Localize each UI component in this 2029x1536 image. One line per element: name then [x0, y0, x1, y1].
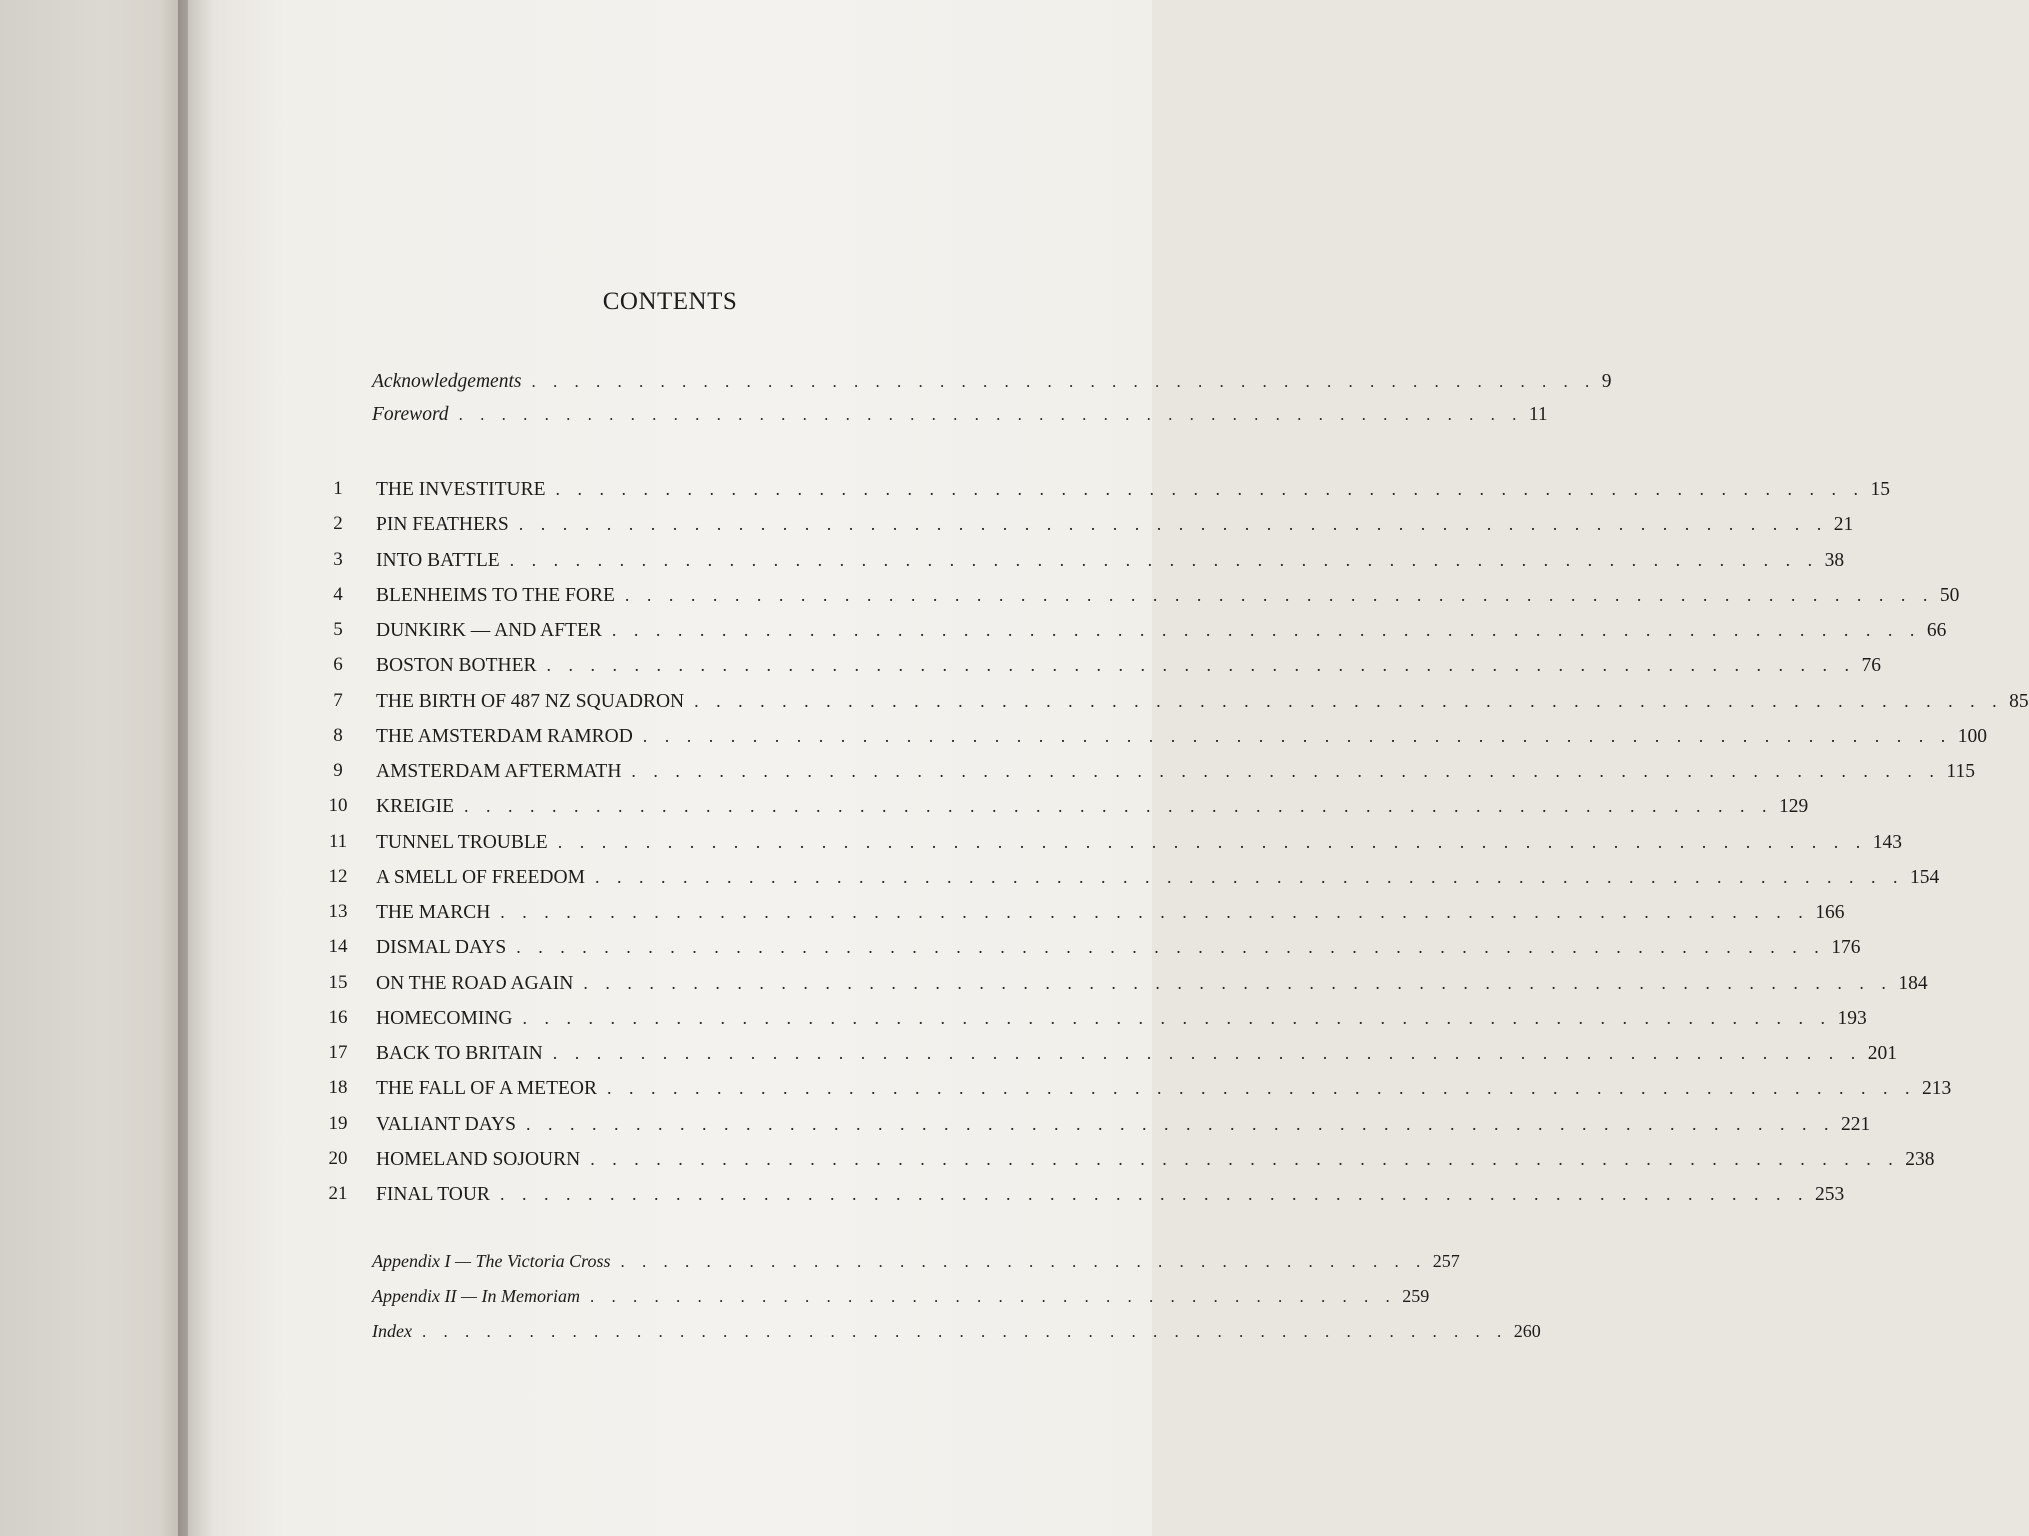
chapter-number: 16: [328, 1007, 348, 1028]
chapter-page-number: 201: [1867, 1043, 1897, 1064]
chapter-number: 14: [328, 936, 348, 957]
chapter-page-number: 76: [1861, 655, 1882, 676]
dot-leader: . . . . . . . . . . . . . . . . . . . . . . . . . . . . . . . . . . . . . . . . . . . . . . . . . . . . . . . . . . . .: [590, 1149, 1900, 1169]
dot-leader: . . . . . . . . . . . . . . . . . . . . . . . . . . . . . . . . . . . . . .: [589, 1287, 1397, 1306]
entry-page-number: 259: [1402, 1286, 1430, 1306]
chapter-title: THE FALL OF A METEOR: [376, 1078, 598, 1099]
dot-leader: . . . . . . . . . . . . . . . . . . . . . . . . . . . . . . . . . . . . . . . . . . . . . . . . . . . . . . . . . . . .: [518, 514, 1828, 534]
dot-leader: . . . . . . . . . . . . . . . . . . . . . . . . . . . . . . . . . . . . . . . . . . . . . . . . . . . . . . . . . . . .: [516, 937, 1826, 957]
chapter-row: [0, 1179, 1845, 1209]
dot-leader: . . . . . . . . . . . . . . . . . . . . . . . . . . . . . . . . . . . . . . . . . . . . . . . . . . . . . . . . . . . .: [624, 585, 1934, 605]
chapter-number: 1: [333, 478, 343, 499]
dot-leader: . . . . . . . . . . . . . . . . . . . . . . . . . . . . . . . . . . . . . . . . . . . . . . . . . . . . . . . . . . . .: [509, 550, 1819, 570]
chapter-page-number: 21: [1833, 514, 1854, 535]
chapter-number: 17: [328, 1042, 348, 1063]
entry-label: Acknowledgements: [372, 371, 522, 392]
chapter-number: 12: [328, 866, 348, 887]
chapter-entry: [376, 968, 1928, 998]
dot-leader: . . . . . . . . . . . . . . . . . . . . . . . . . . . . . . . . . . . . . . . . . . . . . . . . . . . . . . . . . . . .: [631, 761, 1941, 781]
chapter-row: [0, 862, 1940, 892]
dot-leader: . . . . . . . . . . . . . . . . . . . . . . . . . . . . . . . . . . . . . . . . . . . . . . . . . .: [458, 405, 1523, 424]
chapter-page-number: 193: [1837, 1008, 1867, 1029]
chapter-row: [0, 1003, 1867, 1033]
chapter-title: ON THE ROAD AGAIN: [376, 973, 574, 994]
chapter-page-number: 143: [1872, 832, 1902, 853]
dot-leader: . . . . . . . . . . . . . . . . . . . . . . . . . . . . . . . . . . . . . . . . . . . . . . . . . . . . . . . . . . . .: [522, 1008, 1832, 1028]
chapter-page-number: 213: [1922, 1078, 1952, 1099]
entry-page-number: 9: [1601, 371, 1612, 392]
chapter-entry: [376, 545, 1845, 575]
chapter-page-number: 253: [1814, 1184, 1845, 1205]
chapter-row: [0, 1144, 1935, 1174]
dot-leader: . . . . . . . . . . . . . . . . . . . . . . . . . . . . . . . . . . . . . . . . . . . . . . . . . . . . . . . . . . . .: [499, 1184, 1809, 1204]
dot-leader: . . . . . . . . . . . . . . . . . . . . . . . . . . . . . . . . . . . . . . . . . . . . . . . . . . . . . . . . . . . .: [525, 1114, 1835, 1134]
chapter-row: [0, 650, 1882, 680]
chapter-row: [0, 1109, 1871, 1139]
chapter-row: [0, 1073, 1952, 1103]
chapter-page-number: 50: [1939, 585, 1960, 606]
chapter-row: [0, 1038, 1897, 1068]
chapter-page-number: 176: [1831, 937, 1861, 958]
toc-entry-appendix-2: [372, 1281, 1430, 1311]
chapter-number: 7: [333, 690, 343, 711]
chapter-title: THE AMSTERDAM RAMROD: [376, 726, 633, 747]
chapter-number: 3: [333, 549, 343, 570]
chapter-entry: [376, 580, 1960, 610]
chapter-page-number: 100: [1957, 726, 1988, 747]
chapter-row: [0, 932, 1861, 962]
dot-leader: . . . . . . . . . . . . . . . . . . . . . . . . . . . . . . . . . . . . . .: [620, 1252, 1427, 1271]
dot-leader: . . . . . . . . . . . . . . . . . . . . . . . . . . . . . . . . . . . . . . . . . . . . . . . . . . . . . . . . . . . .: [642, 726, 1952, 746]
chapter-number: 13: [328, 901, 348, 922]
chapter-title: A SMELL OF FREEDOM: [376, 867, 585, 888]
chapter-title: PIN FEATHERS: [376, 514, 509, 535]
dot-leader: . . . . . . . . . . . . . . . . . . . . . . . . . . . . . . . . . . . . . . . . . . . . . . . . . . . . . . . . . . . .: [500, 902, 1810, 922]
entry-page-number: 260: [1513, 1321, 1541, 1341]
chapter-page-number: 221: [1840, 1114, 1871, 1135]
chapter-number: 5: [333, 619, 343, 640]
chapter-page-number: 85: [2009, 691, 2029, 712]
chapter-row: [0, 509, 1854, 539]
chapter-entry: [376, 932, 1861, 962]
chapter-page-number: 238: [1905, 1149, 1935, 1170]
dot-leader: . . . . . . . . . . . . . . . . . . . . . . . . . . . . . . . . . . . . . . . . . . . . . . . . . . . . . . . . . . . .: [607, 1078, 1917, 1098]
chapter-title: VALIANT DAYS: [376, 1114, 516, 1135]
chapter-number: 20: [328, 1148, 348, 1169]
chapter-title: KREIGIE: [376, 796, 454, 817]
chapter-title: THE INVESTITURE: [376, 479, 546, 500]
chapter-row: [0, 474, 1891, 504]
chapter-title: INTO BATTLE: [376, 550, 500, 571]
chapter-page-number: 184: [1898, 973, 1928, 994]
toc-entry-acknowledgements: [372, 367, 1612, 397]
chapter-entry: [376, 615, 1947, 645]
chapter-row: [0, 686, 2029, 716]
chapter-row: [0, 968, 1928, 998]
chapter-title: DUNKIRK — AND AFTER: [376, 620, 602, 641]
chapter-row: [0, 721, 1988, 751]
chapter-row: [0, 545, 1845, 575]
chapter-title: FINAL TOUR: [376, 1184, 490, 1205]
entry-page-number: 11: [1528, 404, 1548, 425]
chapter-title: BACK TO BRITAIN: [376, 1043, 543, 1064]
chapter-entry: [376, 1073, 1952, 1103]
toc-entry-index: [372, 1316, 1541, 1346]
chapter-page-number: 38: [1824, 550, 1845, 571]
toc-entry-foreword: [372, 400, 1548, 430]
chapter-number: 4: [333, 584, 343, 605]
chapter-title: AMSTERDAM AFTERMATH: [376, 761, 622, 782]
chapter-row: [0, 827, 1902, 857]
chapter-page-number: 66: [1926, 620, 1947, 641]
chapter-entry: [376, 1179, 1845, 1209]
dot-leader: . . . . . . . . . . . . . . . . . . . . . . . . . . . . . . . . . . . . . . . . . . . . . . . . . .: [531, 372, 1596, 391]
chapter-title: DISMAL DAYS: [376, 937, 507, 958]
entry-label: Index: [372, 1321, 412, 1341]
dot-leader: . . . . . . . . . . . . . . . . . . . . . . . . . . . . . . . . . . . . . . . . . . . . . . . . . . . . . . . . . . . .: [552, 1043, 1862, 1063]
chapter-page-number: 15: [1870, 479, 1891, 500]
chapter-number: 2: [333, 513, 343, 534]
chapter-number: 10: [328, 795, 348, 816]
chapter-number: 8: [333, 725, 343, 746]
chapter-entry: [376, 791, 1809, 821]
chapter-number: 15: [328, 972, 348, 993]
chapter-title: THE BIRTH OF 487 NZ SQUADRON: [376, 691, 685, 712]
dot-leader: . . . . . . . . . . . . . . . . . . . . . . . . . . . . . . . . . . . . . . . . . . . . . . . . . . . . . . . . . . . .: [611, 620, 1921, 640]
chapter-number: 6: [333, 654, 343, 675]
dot-leader: . . . . . . . . . . . . . . . . . . . . . . . . . . . . . . . . . . . . . . . . . . . . . . . . . . . . . . . . . . . .: [694, 691, 2004, 711]
dot-leader: . . . . . . . . . . . . . . . . . . . . . . . . . . . . . . . . . . . . . . . . . . . . . . . . . . . . . . . . . . . .: [555, 479, 1865, 499]
chapter-entry: [376, 509, 1854, 539]
chapter-title: BLENHEIMS TO THE FORE: [376, 585, 615, 606]
chapter-entry: [376, 474, 1891, 504]
chapter-title: TUNNEL TROUBLE: [376, 832, 548, 853]
chapter-row: [0, 580, 1960, 610]
dot-leader: . . . . . . . . . . . . . . . . . . . . . . . . . . . . . . . . . . . . . . . . . . . . . . . . . . . . . . . . . . . .: [583, 973, 1893, 993]
chapter-entry: [376, 897, 1845, 927]
chapter-page-number: 115: [1946, 761, 1975, 782]
toc-entry-appendix-1: [372, 1246, 1460, 1276]
chapter-entry: [376, 1109, 1871, 1139]
dot-leader: . . . . . . . . . . . . . . . . . . . . . . . . . . . . . . . . . . . . . . . . . . . . . . . . . . .: [421, 1322, 1508, 1341]
chapter-entry: [376, 1038, 1897, 1068]
chapter-title: HOMELAND SOJOURN: [376, 1149, 581, 1170]
dot-leader: . . . . . . . . . . . . . . . . . . . . . . . . . . . . . . . . . . . . . . . . . . . . . . . . . . . . . . . . . . . .: [594, 867, 1904, 887]
entry-page-number: 257: [1432, 1251, 1460, 1271]
chapter-title: THE MARCH: [376, 902, 491, 923]
dot-leader: . . . . . . . . . . . . . . . . . . . . . . . . . . . . . . . . . . . . . . . . . . . . . . . . . . . . . . . . . . . .: [546, 655, 1856, 675]
chapter-entry: [376, 827, 1902, 857]
dot-leader: . . . . . . . . . . . . . . . . . . . . . . . . . . . . . . . . . . . . . . . . . . . . . . . . . . . . . . . . . . . .: [463, 796, 1773, 816]
chapter-row: [0, 615, 1947, 645]
chapter-entry: [376, 1003, 1867, 1033]
chapter-number: 11: [328, 831, 348, 852]
dot-leader: . . . . . . . . . . . . . . . . . . . . . . . . . . . . . . . . . . . . . . . . . . . . . . . . . . . . . . . . . . . .: [557, 832, 1867, 852]
chapter-entry: [376, 862, 1940, 892]
chapter-entry: [376, 721, 1988, 751]
chapter-page-number: 129: [1778, 796, 1809, 817]
chapter-number: 18: [328, 1077, 348, 1098]
chapter-entry: [376, 650, 1882, 680]
chapter-row: [0, 791, 1809, 821]
chapter-entry: [376, 756, 1975, 786]
entry-label: Foreword: [372, 404, 449, 425]
entry-label: Appendix I — The Victoria Cross: [372, 1251, 611, 1271]
chapter-title: HOMECOMING: [376, 1008, 513, 1029]
chapter-title: BOSTON BOTHER: [376, 655, 537, 676]
chapter-number: 19: [328, 1113, 348, 1134]
chapter-page-number: 154: [1909, 867, 1940, 888]
chapter-row: [0, 756, 1975, 786]
chapter-row: [0, 897, 1845, 927]
chapter-number: 21: [328, 1183, 348, 1204]
contents-title: CONTENTS: [602, 288, 738, 315]
entry-label: Appendix II — In Memoriam: [372, 1286, 580, 1306]
chapter-entry: [376, 686, 2029, 716]
chapter-page-number: 166: [1815, 902, 1845, 923]
chapter-entry: [376, 1144, 1935, 1174]
chapter-number: 9: [333, 760, 343, 781]
